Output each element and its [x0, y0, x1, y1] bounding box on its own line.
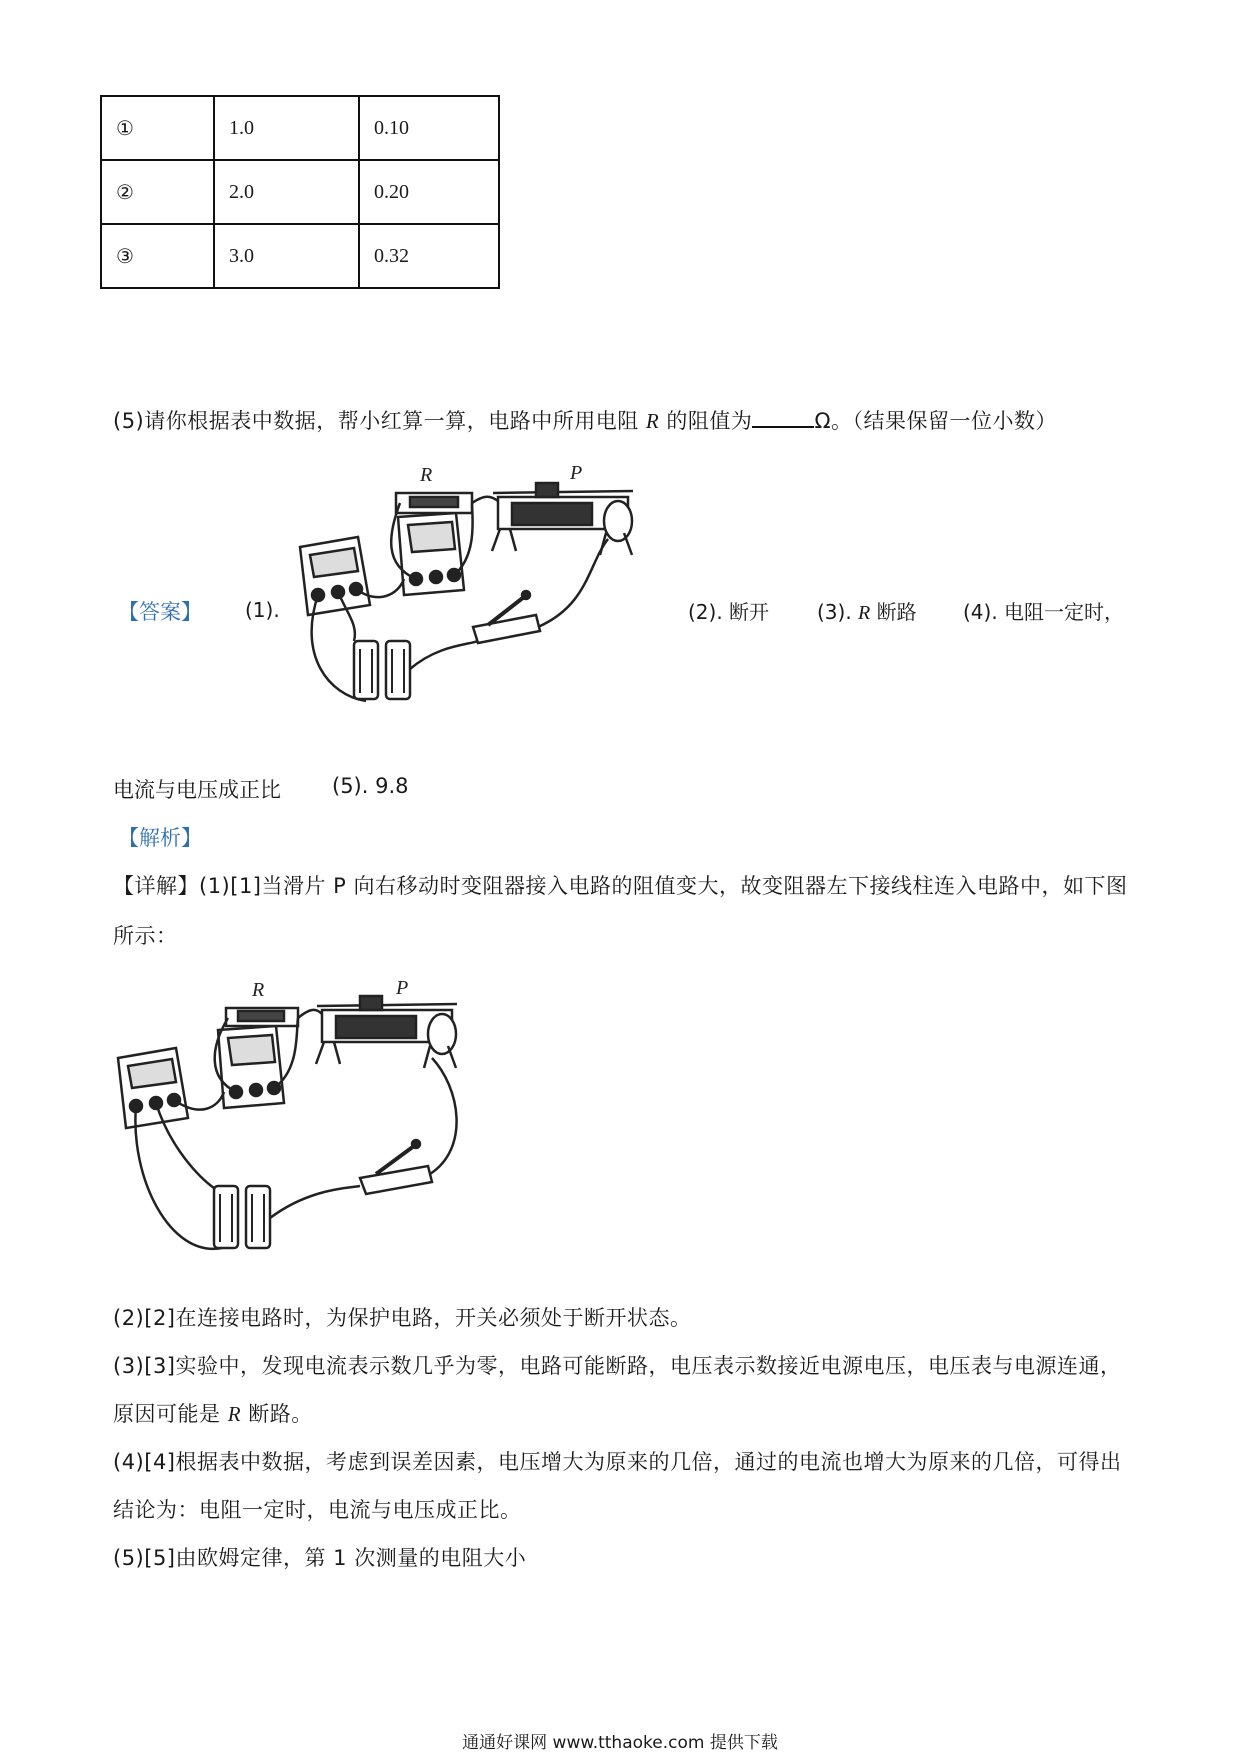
- table-cell: 0.10: [359, 96, 499, 160]
- table-row: [101, 160, 499, 224]
- detail-3-line-1: (3)[3]实验中，发现电流表示数几乎为零，电路可能断路，电压表示数接近电源电压，电压表与电源连通，: [113, 1354, 1122, 1378]
- slider-label: P: [570, 462, 583, 484]
- circuit-diagram: [110, 978, 490, 1278]
- answer-4-continued: 电流与电压成正比: [113, 778, 281, 802]
- answer-blank: [752, 408, 814, 428]
- table-cell: 3.0: [214, 224, 359, 288]
- detail-4-line-2: 结论为：电阻一定时，电流与电压成正比。: [113, 1498, 522, 1522]
- slider-label: P: [396, 978, 409, 999]
- detail-1-line-2: 所示：: [113, 924, 178, 948]
- table-cell: 0.32: [359, 224, 499, 288]
- answer-5: (5). 9.8: [332, 774, 409, 798]
- table-cell: ①: [101, 96, 214, 160]
- detail-2: (2)[2]在连接电路时，为保护电路，开关必须处于断开状态。: [113, 1306, 692, 1330]
- table-cell: 0.20: [359, 160, 499, 224]
- answer-4: (4). 电阻一定时，: [963, 600, 1125, 624]
- answer-2: (2). 断开: [688, 600, 770, 624]
- question-5: [113, 405, 1057, 435]
- analysis-tag: 【解析】: [118, 826, 202, 850]
- q5-var: R: [645, 409, 660, 433]
- table-row: [101, 224, 499, 288]
- table-cell: ③: [101, 224, 214, 288]
- q5-middle: 的阻值为: [659, 409, 753, 433]
- detail-3-line-2: 原因可能是 R 断路。: [113, 1402, 313, 1426]
- circuit-diagram: [288, 455, 668, 755]
- detail-5: (5)[5]由欧姆定律，第 1 次测量的电阻大小: [113, 1546, 527, 1570]
- table-cell: 1.0: [214, 96, 359, 160]
- detail-4-line-1: (4)[4]根据表中数据，考虑到误差因素，电压增大为原来的几倍，通过的电流也增大为原来的几倍，可得出: [113, 1450, 1122, 1474]
- answer-tag: 【答案】: [118, 600, 202, 624]
- table-cell: 2.0: [214, 160, 359, 224]
- answer-1: (1).: [245, 598, 280, 622]
- table-cell: ②: [101, 160, 214, 224]
- detail-1-line-1: 【详解】(1)[1]当滑片 P 向右移动时变阻器接入电路的阻值变大，故变阻器左下接线柱连入电路中，如下图: [113, 874, 1128, 898]
- resistor-label: R: [420, 464, 433, 486]
- table-row: [101, 96, 499, 160]
- resistor-label: R: [252, 979, 265, 1001]
- q5-suffix: Ω。（结果保留一位小数）: [814, 409, 1057, 433]
- page-footer: 通通好课网 www.tthaoke.com 提供下载: [462, 1733, 778, 1753]
- answer-3: (3). R 断路: [817, 600, 917, 624]
- data-table: [100, 95, 500, 289]
- q5-prefix: (5)请你根据表中数据，帮小红算一算，电路中所用电阻: [113, 409, 646, 433]
